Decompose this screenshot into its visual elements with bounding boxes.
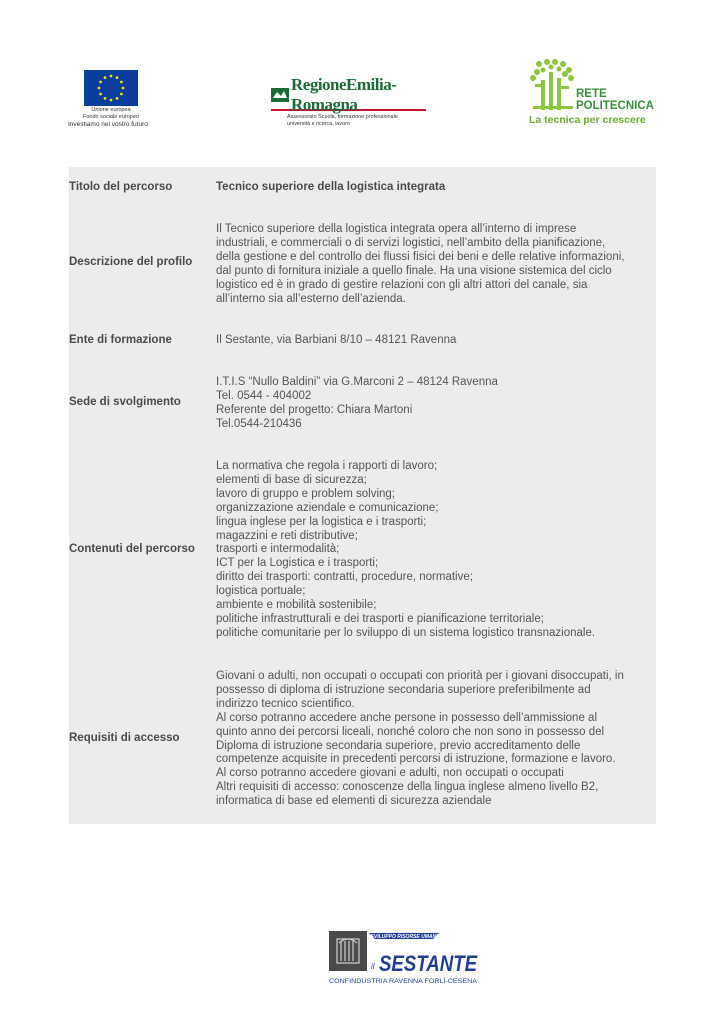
value-line: trasporti e intermodalità; xyxy=(216,543,340,556)
value-line: ICT per la Logistica e i trasporti; xyxy=(216,557,379,570)
label-ente: Ente di formazione xyxy=(69,334,172,346)
label-titolo: Titolo del percorso xyxy=(69,181,173,193)
sestante-prefix: il xyxy=(371,962,375,971)
value-descrizione xyxy=(216,223,653,306)
eu-caption-1: Unione europea xyxy=(91,107,131,113)
label-contenuti: Contenuti del percorso xyxy=(69,543,195,555)
eu-flag-icon xyxy=(84,70,138,106)
value-contenuti xyxy=(216,460,653,641)
value-line: Il Tecnico superiore della logistica integrata opera all’interno di imprese xyxy=(216,223,577,235)
value-line: quinto anno dei percorsi liceali, nonché coloro che non sono in possesso del xyxy=(216,725,605,738)
sestante-top-text: SVILUPPO RISORSE UMANE xyxy=(370,934,440,940)
value-line: Referente del progetto: Chiara Martoni xyxy=(216,403,413,416)
regione-subtitle-2: università e ricerca, lavoro xyxy=(287,121,350,127)
value-sede xyxy=(216,376,653,432)
rete-line-1: RETE xyxy=(576,88,607,100)
value-line: La normativa che regola i rapporti di lavoro; xyxy=(216,460,438,472)
value-line: Tecnico superiore della logistica integrata xyxy=(216,181,446,193)
value-line: Giovani o adulti, non occupati o occupati con priorità per i giovani disoccupati, in xyxy=(216,670,624,682)
sestante-bottom-text: CONFINDUSTRIA RAVENNA FORLÌ-CESENA xyxy=(329,978,471,985)
value-line: informatica di base ed elementi di sicurezza aziendale xyxy=(216,795,492,808)
value-line: competenze acquisite in precedenti percorsi di istruzione, formazione e lavoro. xyxy=(216,753,616,766)
value-line: Tel.0544-210436 xyxy=(216,417,302,430)
value-line: lavoro di gruppo e problem solving; xyxy=(216,487,395,500)
regione-mark-icon xyxy=(271,86,289,104)
value-line: I.T.I.S “Nullo Baldini” via G.Marconi 2 – 48124 Ravenna xyxy=(216,376,498,388)
sestante-logo xyxy=(329,929,479,987)
label-descrizione: Descrizione del profilo xyxy=(69,256,193,268)
label-requisiti: Requisiti di accesso xyxy=(69,732,180,744)
value-line: politiche infrastrutturali e dei trasporti e pianificazione territoriale; xyxy=(216,612,544,625)
value-line: ambiente e mobilità sostenibile; xyxy=(216,599,377,612)
label-sede: Sede di svolgimento xyxy=(69,396,181,408)
eu-logo xyxy=(68,70,158,128)
value-line: Diploma di istruzione secondaria superiore, previo accreditamento delle xyxy=(216,739,581,752)
tree-icon xyxy=(527,58,577,114)
sestante-brand: SESTANTE xyxy=(379,951,479,976)
value-line: logistica portuale; xyxy=(216,585,306,598)
eu-caption-2: Fondo sociale europeo xyxy=(83,114,139,120)
value-line: diritto dei trasporti: contratti, procedure, normative; xyxy=(216,571,473,584)
regione-subtitle-1: Assessorato Scuola, formazione professionale xyxy=(287,114,398,120)
value-line: Al corso potranno accedere giovani e adulti, non occupati o occupati xyxy=(216,767,564,780)
value-line: della gestione e del controllo dei flussi fisici dei beni e delle relative informazioni, xyxy=(216,250,625,263)
value-line: lingua inglese per la logistica e i trasporti; xyxy=(216,515,427,528)
value-line: politiche comunitarie per lo sviluppo di un sistema logistico transnazionale. xyxy=(216,626,596,639)
value-line: all’interno sia all’esterno dell’azienda. xyxy=(216,292,406,305)
course-info-table xyxy=(69,167,656,824)
eu-motto: Investiamo nel vostro futuro xyxy=(68,121,148,128)
sestante-emblem-box xyxy=(329,931,367,971)
value-titolo xyxy=(216,181,653,195)
value-line: magazzini e reti distributive; xyxy=(216,529,358,542)
value-line: Tel. 0544 - 404002 xyxy=(216,389,312,402)
value-line: elementi di base di sicurezza; xyxy=(216,473,367,486)
value-line: Il Sestante, via Barbiani 8/10 – 48121 Ravenna xyxy=(216,334,457,346)
value-requisiti xyxy=(216,670,653,809)
rete-tagline: La tecnica per crescere xyxy=(529,114,646,126)
value-line: Al corso potranno accedere anche persone in possesso dell’ammissione al xyxy=(216,711,597,724)
regione-emilia-romagna-logo xyxy=(271,75,431,128)
value-line: possesso di diploma di istruzione secondaria superiore preferibilmente ad xyxy=(216,683,591,696)
value-line: Altri requisiti di accesso: conoscenze della lingua inglese almeno livello B2, xyxy=(216,781,599,794)
value-ente xyxy=(216,334,653,348)
value-line: dal punto di fornitura iniziale a quello finale. Ha una visione sistemica del ciclo xyxy=(216,264,612,277)
value-line: organizzazione aziendale e comunicazione; xyxy=(216,501,439,514)
regione-name: RegioneEmilia-Romagna xyxy=(291,75,397,114)
value-line: logistico ed è in grado di gestire relazioni con gli altri attori del canale, sia xyxy=(216,278,588,291)
value-line: industriali, e commerciali o di servizi logistici, nell’ambito della pianificazione, xyxy=(216,236,606,249)
value-line: indirizzo tecnico scientifico. xyxy=(216,697,355,710)
rete-line-2: POLITECNICA xyxy=(576,100,654,112)
